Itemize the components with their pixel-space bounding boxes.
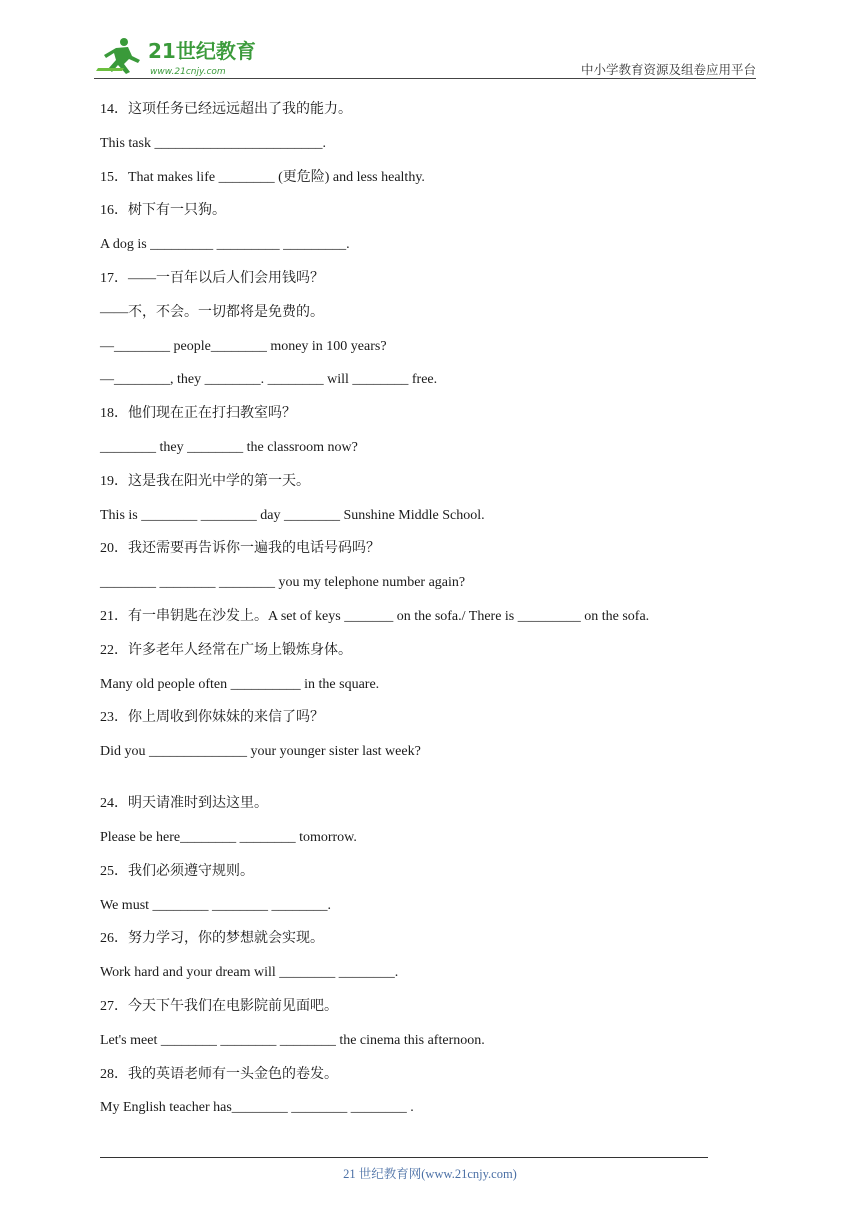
page-header bbox=[0, 0, 860, 80]
question-14-prompt: 14．这项任务已经远远超出了我的能力。 bbox=[100, 102, 352, 117]
question-27-answer: Let's meet ________ ________ ________ the cinema this afternoon. bbox=[100, 1032, 485, 1048]
question-17-prompt-a: 17．——一百年以后人们会用钱吗？ bbox=[100, 270, 324, 286]
logo-url: www.21cnjy.com bbox=[150, 67, 226, 77]
question-26-prompt: 26．努力学习，你的梦想就会实现。 bbox=[100, 931, 324, 947]
question-20-answer: ________ ________ ________ you my telephone number again? bbox=[100, 575, 466, 591]
question-21: 21．有一串钥匙在沙发上。A set of keys _______ on the sofa./ There is _________ on the sofa. bbox=[100, 608, 650, 624]
question-28-prompt: 28．我的英语老师有一头金色的卷发。 bbox=[100, 1066, 338, 1082]
question-19-answer: This is ________ ________ day ________ Sunshine Middle School. bbox=[100, 507, 485, 523]
question-22-answer: Many old people often __________ in the square. bbox=[100, 676, 380, 692]
footer-divider bbox=[100, 1157, 708, 1158]
site-logo bbox=[94, 34, 264, 78]
question-15: 15．That makes life ________ (更危险) and less healthy. bbox=[100, 169, 425, 185]
question-17-answer-b: —________, they ________. ________ will ________ free. bbox=[100, 372, 438, 388]
question-24-prompt: 24．明天请准时到达这里。 bbox=[100, 796, 268, 812]
question-27-prompt: 27．今天下午我们在电影院前见面吧。 bbox=[100, 998, 338, 1014]
header-slogan: 中小学教育资源及组卷应用平台 bbox=[580, 62, 756, 77]
question-28-answer: My English teacher has________ ________ ________ . bbox=[100, 1100, 414, 1116]
question-16-prompt: 16．树下有一只狗。 bbox=[100, 203, 226, 219]
header-divider bbox=[94, 78, 756, 79]
page-footer: 21 世纪教育网(www.21cnjy.com) bbox=[343, 1167, 517, 1181]
question-16-answer: A dog is _________ _________ _________. bbox=[100, 237, 350, 253]
question-24-answer: Please be here________ ________ tomorrow. bbox=[100, 829, 357, 845]
question-18-prompt: 18．他们现在正在打扫教室吗？ bbox=[100, 406, 296, 422]
question-17-prompt-b: ——不，不会。一切都将是免费的。 bbox=[100, 304, 324, 320]
question-14-answer: This task ________________________. bbox=[100, 135, 326, 151]
question-23-answer: Did you ______________ your younger sister last week? bbox=[100, 744, 421, 760]
question-20-prompt: 20．我还需要再告诉你一遍我的电话号码吗？ bbox=[100, 541, 380, 557]
exercise-content bbox=[100, 101, 740, 1133]
question-17-answer-a: —________ people________ money in 100 years? bbox=[100, 338, 387, 354]
runner-icon bbox=[96, 38, 140, 74]
question-18-answer: ________ they ________ the classroom now? bbox=[100, 439, 358, 455]
question-19-prompt: 19．这是我在阳光中学的第一天。 bbox=[100, 473, 310, 489]
question-25-answer: We must ________ ________ ________. bbox=[100, 897, 332, 913]
question-25-prompt: 25．我们必须遵守规则。 bbox=[100, 863, 254, 879]
question-22-prompt: 22．许多老年人经常在广场上锻炼身体。 bbox=[100, 642, 352, 658]
logo-text: 21世纪教育 bbox=[148, 39, 256, 63]
question-26-answer: Work hard and your dream will ________ ________. bbox=[100, 965, 399, 981]
question-23-prompt: 23．你上周收到你妹妹的来信了吗？ bbox=[100, 710, 324, 726]
